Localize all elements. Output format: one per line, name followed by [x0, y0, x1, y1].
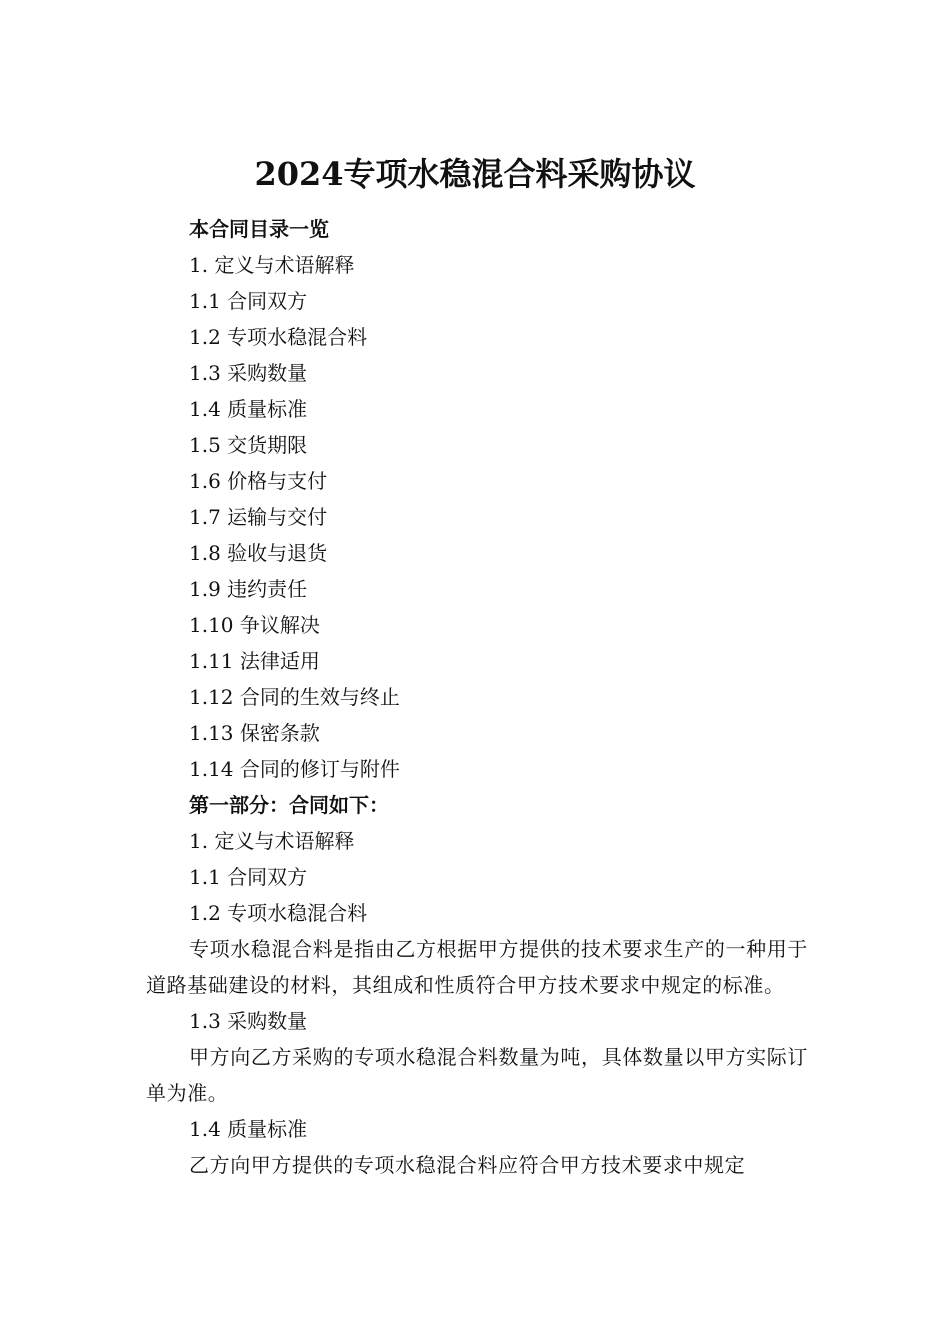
document-content — [146, 211, 808, 1183]
toc-item: 1. 定义与术语解释 — [189, 253, 355, 277]
part1-heading: 第一部分：合同如下： — [189, 793, 389, 817]
section-heading: 1. 定义与术语解释 — [189, 829, 355, 853]
toc-item: 1.11 法律适用 — [189, 649, 320, 673]
toc-item: 1.2 专项水稳混合料 — [189, 325, 368, 349]
toc-item: 1.12 合同的生效与终止 — [189, 685, 400, 709]
toc-item: 1.6 价格与支付 — [189, 469, 328, 493]
section-heading: 1.3 采购数量 — [189, 1009, 308, 1033]
toc-heading: 本合同目录一览 — [189, 217, 329, 241]
toc-item: 1.3 采购数量 — [189, 361, 308, 385]
toc-item: 1.7 运输与交付 — [189, 505, 328, 529]
section-paragraph: 乙方向甲方提供的专项水稳混合料应符合甲方技术要求中规定 — [189, 1153, 746, 1177]
section-heading: 1.1 合同双方 — [189, 865, 308, 889]
section-heading: 1.4 质量标准 — [189, 1117, 308, 1141]
toc-item: 1.10 争议解决 — [189, 613, 320, 637]
section-paragraph: 专项水稳混合料是指由乙方根据甲方提供的技术要求生产的一种用于道路基础建设的材料，其组成和性质符合甲方技术要求中规定的标准。 — [146, 937, 808, 997]
toc-item: 1.9 违约责任 — [189, 577, 308, 601]
toc-item: 1.14 合同的修订与附件 — [189, 757, 400, 781]
section-paragraph: 甲方向乙方采购的专项水稳混合料数量为吨，具体数量以甲方实际订单为准。 — [146, 1045, 808, 1105]
toc-item: 1.5 交货期限 — [189, 433, 308, 457]
toc-item: 1.8 验收与退货 — [189, 541, 328, 565]
toc-item: 1.1 合同双方 — [189, 289, 308, 313]
toc-item: 1.13 保密条款 — [189, 721, 320, 745]
toc-item: 1.4 质量标准 — [189, 397, 308, 421]
document-title: 2024专项水稳混合料采购协议 — [254, 155, 696, 193]
section-heading: 1.2 专项水稳混合料 — [189, 901, 368, 925]
table-of-contents — [146, 247, 808, 787]
